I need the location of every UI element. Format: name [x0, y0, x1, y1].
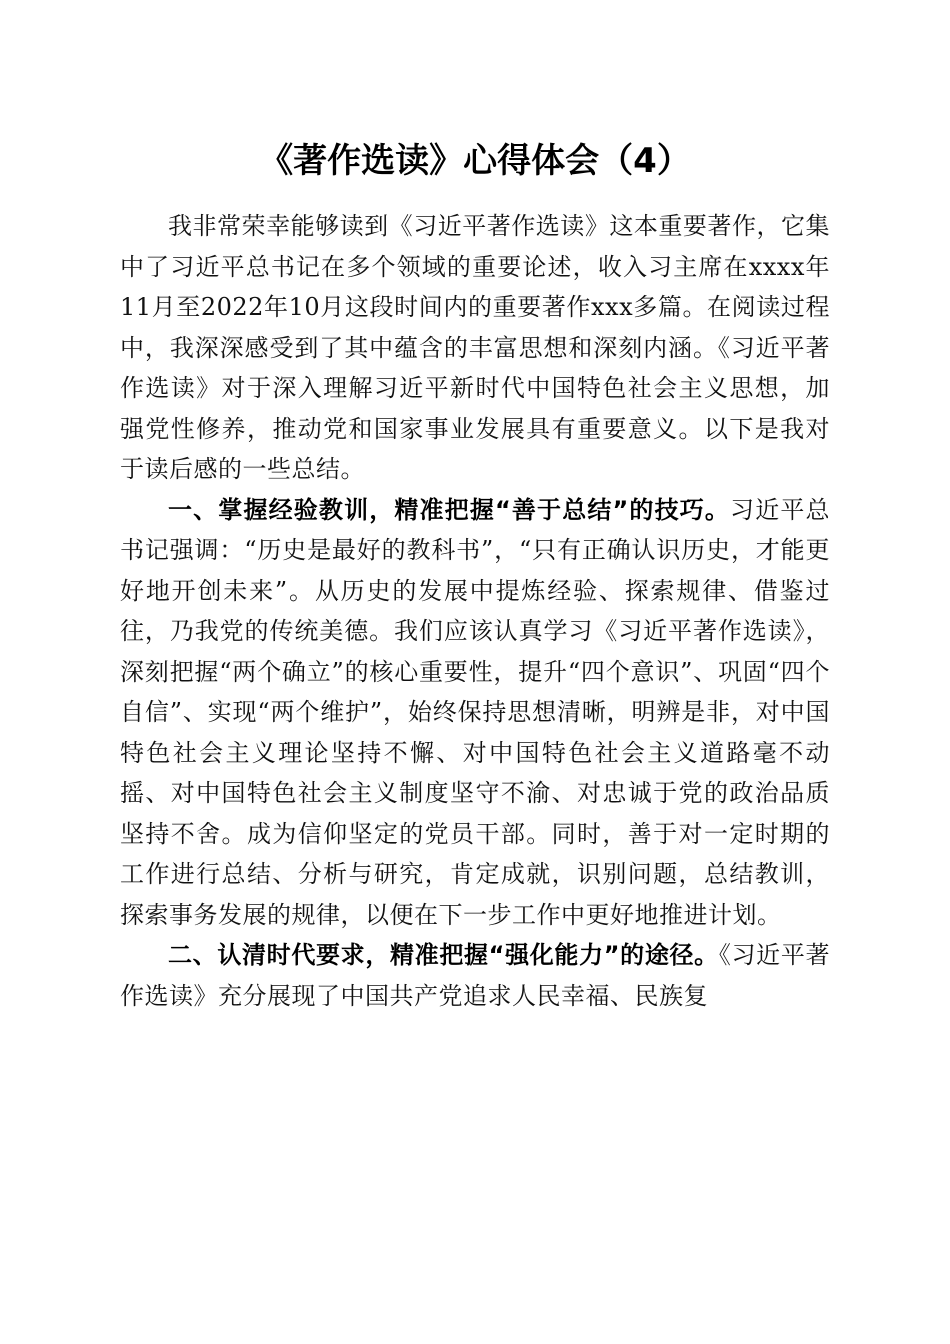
document-title: 《著作选读》心得体会（4）: [259, 141, 691, 181]
paragraph-section-2: [120, 935, 830, 1016]
paragraph-text: 《习近平著作选读》充分展现了中国共产党追求人民幸福、民族复: [120, 941, 831, 1010]
paragraph-text: 习近平总书记强调：“历史是最好的教科书”，“只有正确认识历史，才能更好地开创未来”。从历史的发展中提炼经验、探索规律、借鉴过往，乃我党的传统美德。我们应该认真学习《习近平著作选读》，深刻把握“两个确立”的核心重要性，提升“四个意识”、巩固“四个自信”、实现“两个维护”，始终保持思想清晰，明辨是非，对中国特色社会主义理论坚持不懈、对中国特色社会主义道路毫不动摇、对中国特色社会主义制度坚守不渝、对忠诚于党的政治品质坚持不舍。成为信仰坚定的党员干部。同时，善于对一定时期的工作进行总结、分析与研究，肯定成就，识别问题，总结教训，探索事务发展的规律，以便在下一步工作中更好地推进计划。: [120, 495, 831, 929]
paragraph-text: 我非常荣幸能够读到《习近平著作选读》这本重要著作，它集中了习近平总书记在多个领域的重要论述，收入习主席在xxxx年11月至2022年10月这段时间内的重要著作xxx多篇。在阅读过程中，我深深感受到了其中蕴含的丰富思想和深刻内涵。《习近平著作选读》对于深入理解习近平新时代中国特色社会主义思想，加强党性修养，推动党和国家事业发展具有重要意义。以下是我对于读后感的一些总结。: [120, 212, 830, 483]
paragraph-intro: [120, 206, 830, 490]
section-2-heading: 二、认清时代要求，精准把握“强化能力”的途径。: [168, 941, 719, 969]
section-1-heading: 一、掌握经验教训，精准把握“善于总结”的技巧。: [168, 495, 731, 524]
paragraph-section-1: [120, 490, 830, 936]
document-body: [120, 206, 830, 1016]
